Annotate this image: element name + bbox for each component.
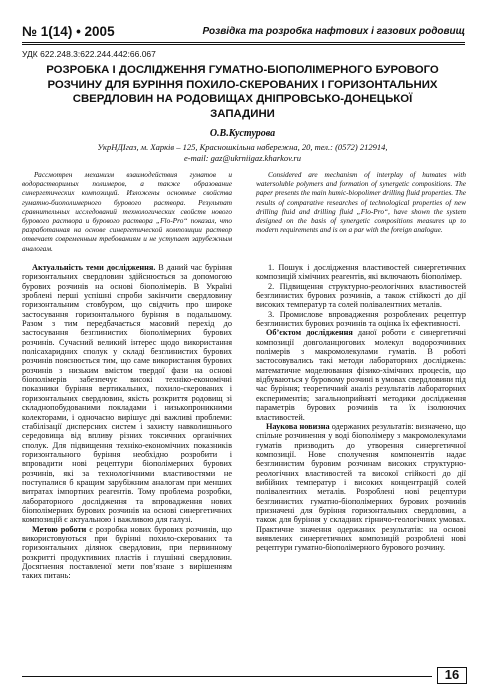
list-item-1: 1. Пошук і дослідження властивостей синергетичних композицій хімічних реагентів, які включають біополімер. [256, 263, 466, 282]
author-name: О.В.Кустурова [209, 128, 276, 139]
running-header [22, 24, 465, 40]
article-title: РОЗРОБКА І ДОСЛІДЖЕННЯ ГУМАТНО-БІОПОЛІМЕРНОГО БУРОВОГО РОЗЧИНУ ДЛЯ БУРІННЯ ПОХИЛО-СКЕРОВАНИХ І ГОРИЗОНТАЛЬНИХ СВЕРДЛОВИН НА РОДОВИЩАХ ДНІПРОВСЬКО-ДОНЕЦЬКОЇ ЗАПАДИНИ [46, 64, 439, 120]
paragraph-relevance [22, 263, 232, 525]
list-item-2: 2. Підвищення структурно-реологічних властивостей безглинистих бурових розчинів, а також стійкості до дії високих температур та солей полівалентних металів. [256, 281, 466, 310]
header-rule-2 [22, 44, 465, 45]
heading-novelty: Наукова новизна [266, 421, 330, 431]
body-column-right [256, 263, 466, 665]
paragraph-object [256, 328, 466, 421]
affiliation-email: e-mail: gaz@ukrniigaz.kharkov.ru [184, 153, 301, 163]
paragraph-novelty [256, 422, 466, 553]
heading-relevance: Актуальність теми дослідження. [32, 263, 156, 272]
abstract-russian: Рассмотрен механизм взаимодействия гуматов и водорастворимых полимеров, а также образование синергетических композиций. Изложены основные свойства гуматно-биополимерного бурового раствора. Результат сравнительных исследований технологических свойств нового бурового раствора и бурового раствора „Flo-Pro“ показал, что разработанная на основе синергетической композиции раствор отвечает современным требованиям и не уступает зарубежным аналогам. [22, 170, 232, 253]
list-item-3: 3. Промислове впровадження розроблених рецептур безглинистих бурових розчинів та оцінка їх ефективності. [256, 309, 466, 329]
footer-rule [22, 676, 432, 677]
paragraph-goal [22, 525, 232, 581]
heading-object: Об’єктом дослідження [266, 328, 353, 338]
udc-code: УДК 622.248.3:622.244.442:66.067 [22, 49, 156, 59]
text-object: даної роботи є синергетичні композиції довголанцюгових молекул водорозчинних полімерів з макромолекулами гуматів. В роботі застосовувались такі методи лабораторних досліджень: математичне моделювання фізико-хімічних процесів, що відбуваються у буровому розчині в умовах свердловини під час буріння; теоретичний аналіз результатів лабораторних експериментів; загальноприйняті методики дослідження параметрів бурових розчинів та їх ізолюючих властивостей. [256, 328, 466, 422]
heading-goal: Метою роботи [32, 524, 87, 534]
text-relevance: В даний час буріння горизонтальних свердловин здійснюється за допомогою бурових розчинів на основі біополімерів. В Україні зроблені перші успішні спроби закінчити свердловину горизонтальним стовбуром, що свідчить про широке застосування горизонтального буріння в подальшому. Разом з тим передбачається масовий перехід до застосування безглинистих біополімерних бурових розчинів. Сучасний великий інтерес щодо використання полісахаридних сполук у складі безглинистих бурових розчинів пояснюється тим, що саме використання бурових розчинів з низьким вмістом твердої фази на основі біополімерів забезпечує високі техніко-економічні показники буріння вертикальних, похило-скерованих і горизонтальних свердловин, якість розкриття родовищ зі складнопобудованими покладами і низькопроникними колекторами, і одночасно вирішує дві важливі проблеми: стабілізації дисперсних систем і захисту навколишнього середовища від впливу різних токсичних органічних сполук. Для підвищення техніко-економічних показників горизонтального буріння необхідно розробити і впровадити нові рецептури біополімерних бурових розчинів, які за технологічними властивостями не поступалися б кращим зарубіжним аналогам при менших витратах імпортних реагентів. Тому проблема розробки, лабораторного дослідження та впровадження нових біополімерних бурових розчинів на основі синергетичних композицій є актуальною і важливою для галузі. [22, 263, 232, 525]
abstract-english: Considered are mechanism of interplay of humates with watersoluble polymers and formation of synergetic compositions. The paper presents the main humic-biopolimer drilling fluid properties. The results of comparative researches of technological properties of new drilling fluid and drilling fluid „Flo-Pro“, have shown the system designed on the basis of synergetic compositions measures up to modern requirements and is on a par with the foreign analogue. [256, 170, 466, 235]
affiliation-address: УкрНДІгаз, м. Харків – 125, Красношкільна набережна, 20, тел.: (0572) 212914, [97, 142, 388, 152]
body-column-left [22, 263, 232, 665]
journal-title: Розвідка та розробка нафтових і газових родовищ [202, 26, 465, 37]
header-rule-1 [22, 42, 465, 43]
page-number: 16 [437, 667, 467, 684]
text-novelty: одержаних результатів: визначено, що спільне розчинення у воді біополімеру з макромолекулами гуматів призводить до утворення синергетичної композиції. Нове сполучення компонентів надає безглинистим буровим розчинам високих структурно-реологічних властивостей та високої стійкості до дії вибійних температур і високих концентрацій солей полівалентних металів. Розроблені нові рецептури безглинистих гуматно-біополімерних бурових розчинів призначені для буріння горизонтальних свердловин, а також для буріння у складних гірничо-геологічних умовах. Практичне значення одержаних результатів: на основі виявлених синергетичних композицій розроблені нові рецептури гуматно-біополімерного бурового розчину. [256, 421, 466, 553]
text-goal: є розробка нових бурових розчинів, що використовуються при бурінні похило-скерованих та горизонтальних ділянок свердловин, при первинному розкритті продуктивних пластів і глушінні свердловин. Досягнення поставленої мети пов’язане з вирішенням таких питань: [22, 524, 232, 581]
issue-number: № 1(14) • 2005 [22, 24, 115, 39]
